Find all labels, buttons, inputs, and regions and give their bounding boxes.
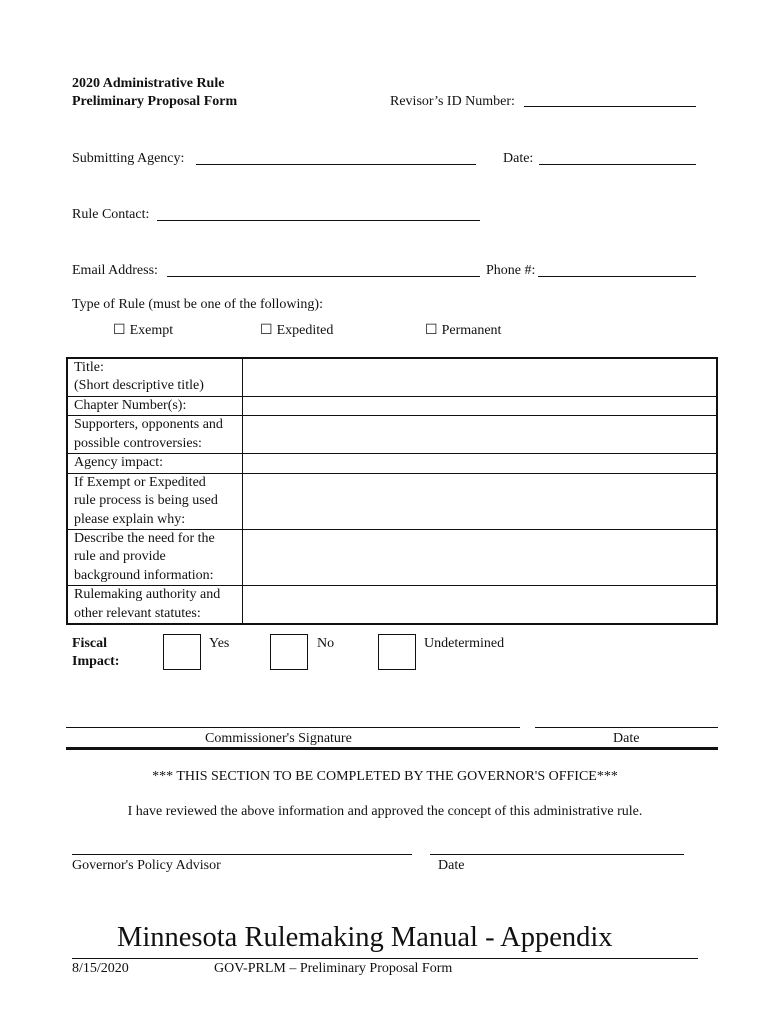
submitting-agency-label: Submitting Agency: (72, 151, 185, 166)
row-label-supporters: Supporters, opponents and possible controversies: (67, 416, 243, 454)
commissioner-date-label: Date (613, 731, 640, 746)
checkbox-icon[interactable]: ☐ (113, 323, 126, 338)
footer-date: 8/15/2020 (72, 961, 129, 976)
proposal-table (66, 357, 718, 625)
row-value-chapter[interactable] (243, 397, 718, 416)
governor-approval-statement: I have reviewed the above information and approved the concept of this administrative rule. (127, 804, 643, 819)
fiscal-undetermined-checkbox[interactable] (378, 634, 416, 670)
fiscal-no-label: No (317, 636, 335, 651)
governor-section-notice: *** THIS SECTION TO BE COMPLETED BY THE GOVERNOR'S OFFICE*** (152, 769, 618, 784)
rule-type-expedited[interactable] (260, 322, 333, 339)
phone-input[interactable] (538, 262, 696, 277)
row-label-chapter: Chapter Number(s): (67, 397, 243, 416)
row-label-exempt-explanation: If Exempt or Expedited rule process is being used please explain why: (67, 473, 243, 529)
fiscal-yes-label: Yes (209, 636, 230, 651)
rule-type-permanent[interactable] (425, 322, 501, 339)
footer-rule (72, 957, 698, 959)
row-value-authority[interactable] (243, 586, 718, 625)
rule-type-prompt: Type of Rule (must be one of the following): (72, 297, 323, 312)
rule-type-permanent-label: Permanent (441, 323, 502, 338)
row-label-need: Describe the need for the rule and provide background information: (67, 530, 243, 586)
email-input[interactable] (167, 262, 480, 277)
row-label-title: Title: (Short descriptive title) (67, 358, 243, 397)
governor-date-label: Date (438, 858, 465, 873)
rule-type-exempt-label: Exempt (129, 323, 174, 338)
row-value-exempt-explanation[interactable] (243, 473, 718, 529)
commissioner-date-line[interactable] (535, 726, 718, 728)
table-row (67, 358, 717, 397)
row-label-agency-impact: Agency impact: (67, 454, 243, 473)
table-row (67, 586, 717, 625)
rule-type-exempt[interactable] (113, 322, 173, 339)
table-row (67, 454, 717, 473)
fiscal-impact-label-line2: Impact: (72, 654, 120, 669)
section-divider (66, 747, 718, 750)
fiscal-no-checkbox[interactable] (270, 634, 308, 670)
governor-date-line[interactable] (430, 853, 684, 855)
row-value-title[interactable] (243, 358, 718, 397)
revisor-id-label: Revisor’s ID Number: (390, 94, 515, 109)
table-row (67, 416, 717, 454)
rule-contact-input[interactable] (157, 206, 480, 221)
governor-advisor-label: Governor's Policy Advisor (72, 858, 221, 873)
commissioner-signature-label: Commissioner's Signature (205, 731, 352, 746)
commissioner-signature-line[interactable] (66, 726, 520, 728)
row-label-authority: Rulemaking authority and other relevant statutes: (67, 586, 243, 625)
revisor-id-input[interactable] (524, 92, 696, 107)
email-label: Email Address: (72, 263, 158, 278)
date-input[interactable] (539, 150, 696, 165)
phone-label: Phone #: (486, 263, 536, 278)
row-value-agency-impact[interactable] (243, 454, 718, 473)
rule-contact-label: Rule Contact: (72, 207, 150, 222)
footer-form-code: GOV-PRLM – Preliminary Proposal Form (214, 961, 453, 976)
rule-type-expedited-label: Expedited (276, 323, 334, 338)
table-row (67, 397, 717, 416)
form-title-line2: Preliminary Proposal Form (72, 94, 238, 109)
fiscal-impact-label-line1: Fiscal (72, 636, 107, 651)
form-title-line1: 2020 Administrative Rule (72, 76, 225, 91)
row-value-supporters[interactable] (243, 416, 718, 454)
fiscal-yes-checkbox[interactable] (163, 634, 201, 670)
checkbox-icon[interactable]: ☐ (425, 323, 438, 338)
row-value-need[interactable] (243, 530, 718, 586)
submitting-agency-input[interactable] (196, 150, 476, 165)
table-row (67, 530, 717, 586)
fiscal-undetermined-label: Undetermined (424, 636, 505, 651)
governor-advisor-signature-line[interactable] (72, 853, 412, 855)
table-row (67, 473, 717, 529)
date-label: Date: (503, 151, 534, 166)
checkbox-icon[interactable]: ☐ (260, 323, 273, 338)
manual-title: Minnesota Rulemaking Manual - Appendix (117, 922, 613, 953)
